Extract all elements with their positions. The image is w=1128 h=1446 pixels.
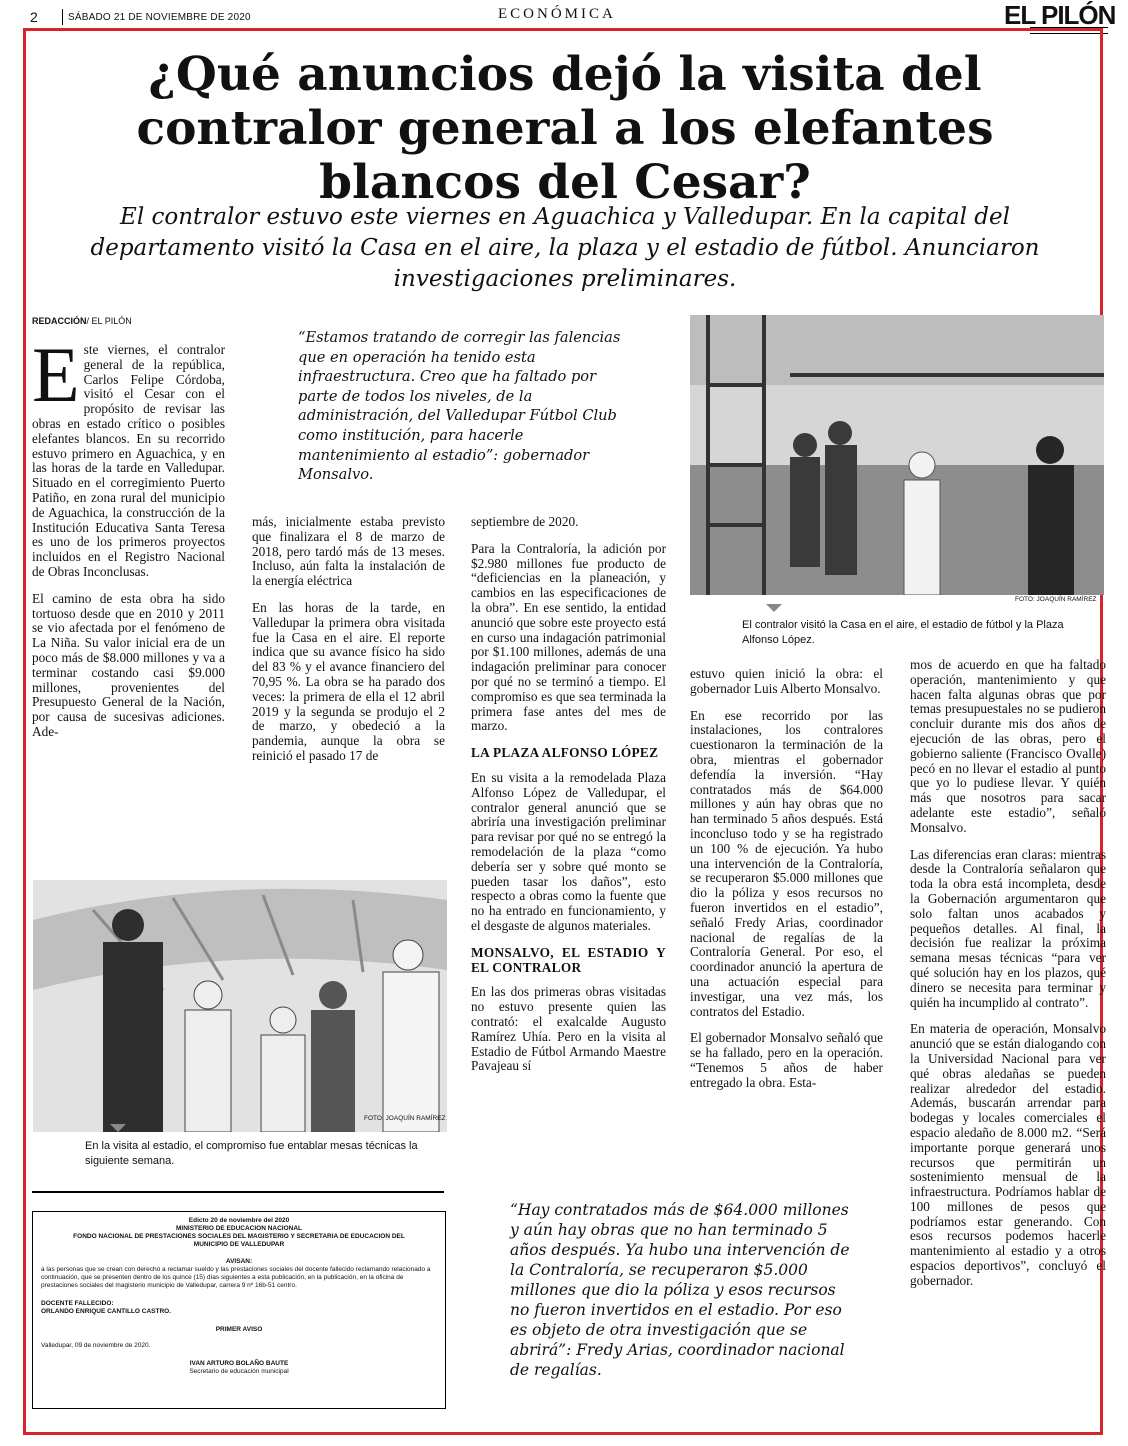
byline-label: REDACCIÓN bbox=[32, 316, 87, 326]
legal-notice-ad bbox=[32, 1211, 446, 1409]
ad-edicto: Edicto 20 de noviembre del 2020 bbox=[188, 1217, 290, 1224]
subhead-plaza: LA PLAZA ALFONSO LÓPEZ bbox=[471, 745, 659, 761]
ad-fecha: Valledupar, 09 de noviembre de 2020. bbox=[41, 1342, 151, 1349]
ad-avisan: AVISAN: bbox=[225, 1258, 253, 1265]
ad-top-rule bbox=[32, 1191, 444, 1193]
paragraph: En ese recorrido por las instalaciones, los contralores cuestionaron la terminación de la obra, mientras el gobernador defendía la inversión. “Hay contratados más de $64.000 millones y aún hay obras que no han terminado 5 años después. Está inconcluso todo y se ha registrado un 100 % de ejecución. Ya hubo una intervención de la Contraloría, se recuperaron $5.000 millones que dio la póliza y esos recursos no fueron invertidos en el estadio”, señaló Fredy Arias, coordinador nacional de regalías de la Contraloría General. Por eso, el coordinador anunció la apertura de una actuación especial para investigar, una vez más, los contratos del Estadio. bbox=[690, 707, 883, 1019]
byline-source: / EL PILÓN bbox=[86, 316, 132, 326]
header-separator bbox=[62, 9, 63, 25]
issue-date: SÁBADO 21 DE NOVIEMBRE DE 2020 bbox=[68, 12, 251, 23]
subhead-estadio: MONSALVO, EL ESTADIO Y EL CONTRALOR bbox=[471, 944, 666, 975]
ad-ministerio: MINISTERIO DE EDUCACION NACIONAL bbox=[175, 1225, 303, 1232]
paragraph: estuvo quien inició la obra: el gobernador Luis Alberto Monsalvo. bbox=[690, 666, 883, 696]
paragraph: Para la Contraloría, la adición por $2.980 millones fue producto de “deficiencias en la planeación, y cambios en las especificaciones de la obra”. En ese sentido, la entidad anunció que sobre este proyecto está en curso una indagación patrimonial por $1.100 millones, además de una indagación preliminar para conocer por qué no se terminó a tiempo. El compromiso es que sea terminada la primera fase antes del mes de marzo. bbox=[471, 540, 666, 734]
photo-casa-en-el-aire bbox=[690, 315, 1104, 595]
article-column-2 bbox=[252, 515, 445, 776]
photo-caption: El contralor visitó la Casa en el aire, el estadio de fútbol y la Plaza Alfonso López. bbox=[742, 619, 1064, 646]
paragraph: En materia de operación, Monsalvo anunció que se están dialogando con la Universidad Nacional para ver qué obras aledañas se pueden realizar alrededor del estadio. Además, buscarán arrendar para bodegas y locales comerciales el espacio aledaño de 8.000 m2. “Será importante porque generará unos recursos que permitirán un sostenimiento mensual de la infraestructura. Podríamos hablar de 100 millones de pesos que podríamos estar generando. Con esos recursos podemos hacerle mantenimiento al estadio y a otros espacios deportivos”, concluyó el gobernador. bbox=[910, 1021, 1106, 1288]
paragraph: mos de acuerdo en que ha faltado operación, mantenimiento y que hacen falta algunas obras que por temas presupuestales no se pudieron concluir durante mis dos años de ejecución de las obras, pero el gobierno saliente (Francisco Ovalle) pecó en no llevar el estadio al punto que yo lo pudiese llevar. Y quién más que nosotros para sacar adelante este estadio”, señaló Monsalvo. bbox=[910, 657, 1106, 835]
photo-scaffolding-illustration bbox=[690, 315, 1104, 595]
ad-body: a las personas que se crean con derecho a reclamar sueldo y las prestaciones sociales del docente fallecido reclamando relacionado a continuación, que se presenten dentro de los quince (15) días siguientes a esta publicación, en la publicación, en la oficina de prestaciones sociales del magisterio municipio de Valledupar, carrera 9 nº 16b-51 centro. bbox=[41, 1266, 431, 1289]
newspaper-logo: EL PILÓN bbox=[1004, 0, 1116, 30]
ad-docente-label: DOCENTE FALLECIDO: bbox=[41, 1300, 114, 1307]
ad-fondo: FONDO NACIONAL DE PRESTACIONES SOCIALES DEL MAGISTERIO Y SECRETARIA DE EDUCACION DEL MUNICIPIO DE VALLEDUPAR bbox=[73, 1233, 405, 1248]
photo-credit: FOTO: JOAQUÍN RAMÍREZ bbox=[364, 1115, 446, 1122]
ad-cargo: Secretario de educación municipal bbox=[189, 1368, 289, 1375]
ad-primer-aviso: PRIMER AVISO bbox=[215, 1326, 263, 1333]
paragraph-text: ste viernes, el contralor general de la república, Carlos Felipe Córdoba, visitó el Cesar con el propósito de revisar las obras en estado crítico o posibles elefantes blancos. En su recorrido estuvo primero en Aguachica, y en las horas de la tarde en Valledupar. Situado en el corregimiento Puerto Patiño, en zona rural del municipio de Aguachica, la construcción de la Institución Educativa Santa Teresa es uno de los primeros proyectos incluidos en el Registro Nacional de Obras Inconclusas. bbox=[32, 342, 225, 579]
article-column-4 bbox=[690, 667, 883, 1103]
byline bbox=[32, 316, 132, 326]
photo-credit: FOTO: JOAQUÍN RAMÍREZ bbox=[1015, 596, 1097, 603]
paragraph: En su visita a la remodelada Plaza Alfonso López de Valledupar, el contralor general anunció que se abriría una investigación preliminar para revisar por qué no se entregó la remodelación de la plaza “como debería ser y sobre qué monto se pueden tasar los daños”, esto respecto a obras como la fuente que no ha entrado en funcionamiento, y el desgaste de algunos materiales. bbox=[471, 769, 666, 933]
paragraph: septiembre de 2020. bbox=[471, 514, 579, 529]
pull-quote-arias: “Hay contratados más de $64.000 millones y aún hay obras que no han terminado 5 años después. Ya hubo una intervención de la Contraloría, se recuperaron $5.000 millones que dio la póliza y esos recursos no fueron invertidos en el estadio. Por eso es objeto de otra investigación que se abrirá”: Fredy Arias, coordinador nacional de regalías. bbox=[510, 1201, 850, 1379]
paragraph: En las dos primeras obras visitadas no estuvo presente quien las contrató: el exalcalde Augusto Ramírez Uhía. Pero en la visita al Estadio de Fútbol Armando Maestre Pavajeau sí bbox=[471, 984, 666, 1074]
article-column-1 bbox=[32, 331, 225, 752]
ad-firma: IVAN ARTURO BOLAÑO BAUTE bbox=[189, 1360, 289, 1367]
pull-quote-governor: “Estamos tratando de corregir las falencias que en operación ha tenido esta infraestructura. Creo que ha faltado por parte de todos los niveles, de la administración, del Valledupar Fútbol Club como institución, para hacerle mantenimiento al estadio”: gobernador Monsalvo. bbox=[298, 329, 621, 484]
ad-docente-name: ORLANDO ENRIQUE CANTILLO CASTRO. bbox=[41, 1308, 171, 1315]
paragraph bbox=[32, 331, 225, 580]
paragraph: En las horas de la tarde, en Valledupar la primera obra visitada fue la Casa en el aire. El reporte indica que su avance físico ha sido del 83 % y el avance financiero del 70,95 %. La obra se ha parado dos veces: la primera de ella el 12 abril 2019 y la segunda se produjo el 2 de marzo, y obedeció a la pandemia, aunque la obra se reinició el pasado 17 de bbox=[252, 599, 445, 763]
photo-stadium-illustration bbox=[33, 880, 447, 1132]
paragraph: El gobernador Monsalvo señaló que se ha fallado, pero en la operación. “Tenemos 5 años de haber entregado la obra. Esta- bbox=[690, 1030, 883, 1090]
drop-cap: E bbox=[32, 331, 80, 418]
paragraph: más, inicialmente estaba previsto que finalizara el 8 de marzo de 2018, pero tardó más de 13 meses. Incluso, aún falta la instalación de la energía eléctrica bbox=[252, 514, 445, 589]
article-column-3 bbox=[471, 515, 666, 1086]
article-headline: ¿Qué anuncios dejó la visita del contralor general a los elefantes blancos del Cesar? bbox=[136, 47, 994, 210]
section-name: ECONÓMICA bbox=[498, 6, 616, 22]
article-column-5 bbox=[910, 658, 1106, 1301]
photo-estadio-visit bbox=[33, 880, 447, 1132]
paragraph: El camino de esta obra ha sido tortuoso desde que en 2010 y 2011 se vio afectada por el fenómeno de La Niña. Su valor inicial era de un poco más de $8.000 millones y va a terminar costando casi $9.000 millones, provenientes del Presupuesto General de la Nación, por causa de sucesivas adiciones. Ade- bbox=[32, 590, 225, 739]
caption-arrow-icon bbox=[766, 604, 782, 612]
photo-caption: En la visita al estadio, el compromiso fue entablar mesas técnicas la siguiente semana. bbox=[85, 1140, 418, 1167]
page-number: 2 bbox=[30, 9, 38, 25]
caption-arrow-icon bbox=[110, 1124, 126, 1132]
article-deck: El contralor estuvo este viernes en Aguachica y Valledupar. En la capital del departamento visitó la Casa en el aire, la plaza y el estadio de fútbol. Anunciaron investigaciones preliminares. bbox=[90, 204, 1040, 292]
paragraph: Las diferencias eran claras: mientras desde la Contraloría señalaron que toda la obra está incompleta, desde la Gobernación argumentaron que solo faltan unos acabados y pequeños detalles. Al final, la decisión fue realizar la próxima semana mesas técnicas “para ver qué solución hay en los plazos, qué dinero se necesita para terminar y quién ha incumplido al contrato”. bbox=[910, 846, 1106, 1010]
